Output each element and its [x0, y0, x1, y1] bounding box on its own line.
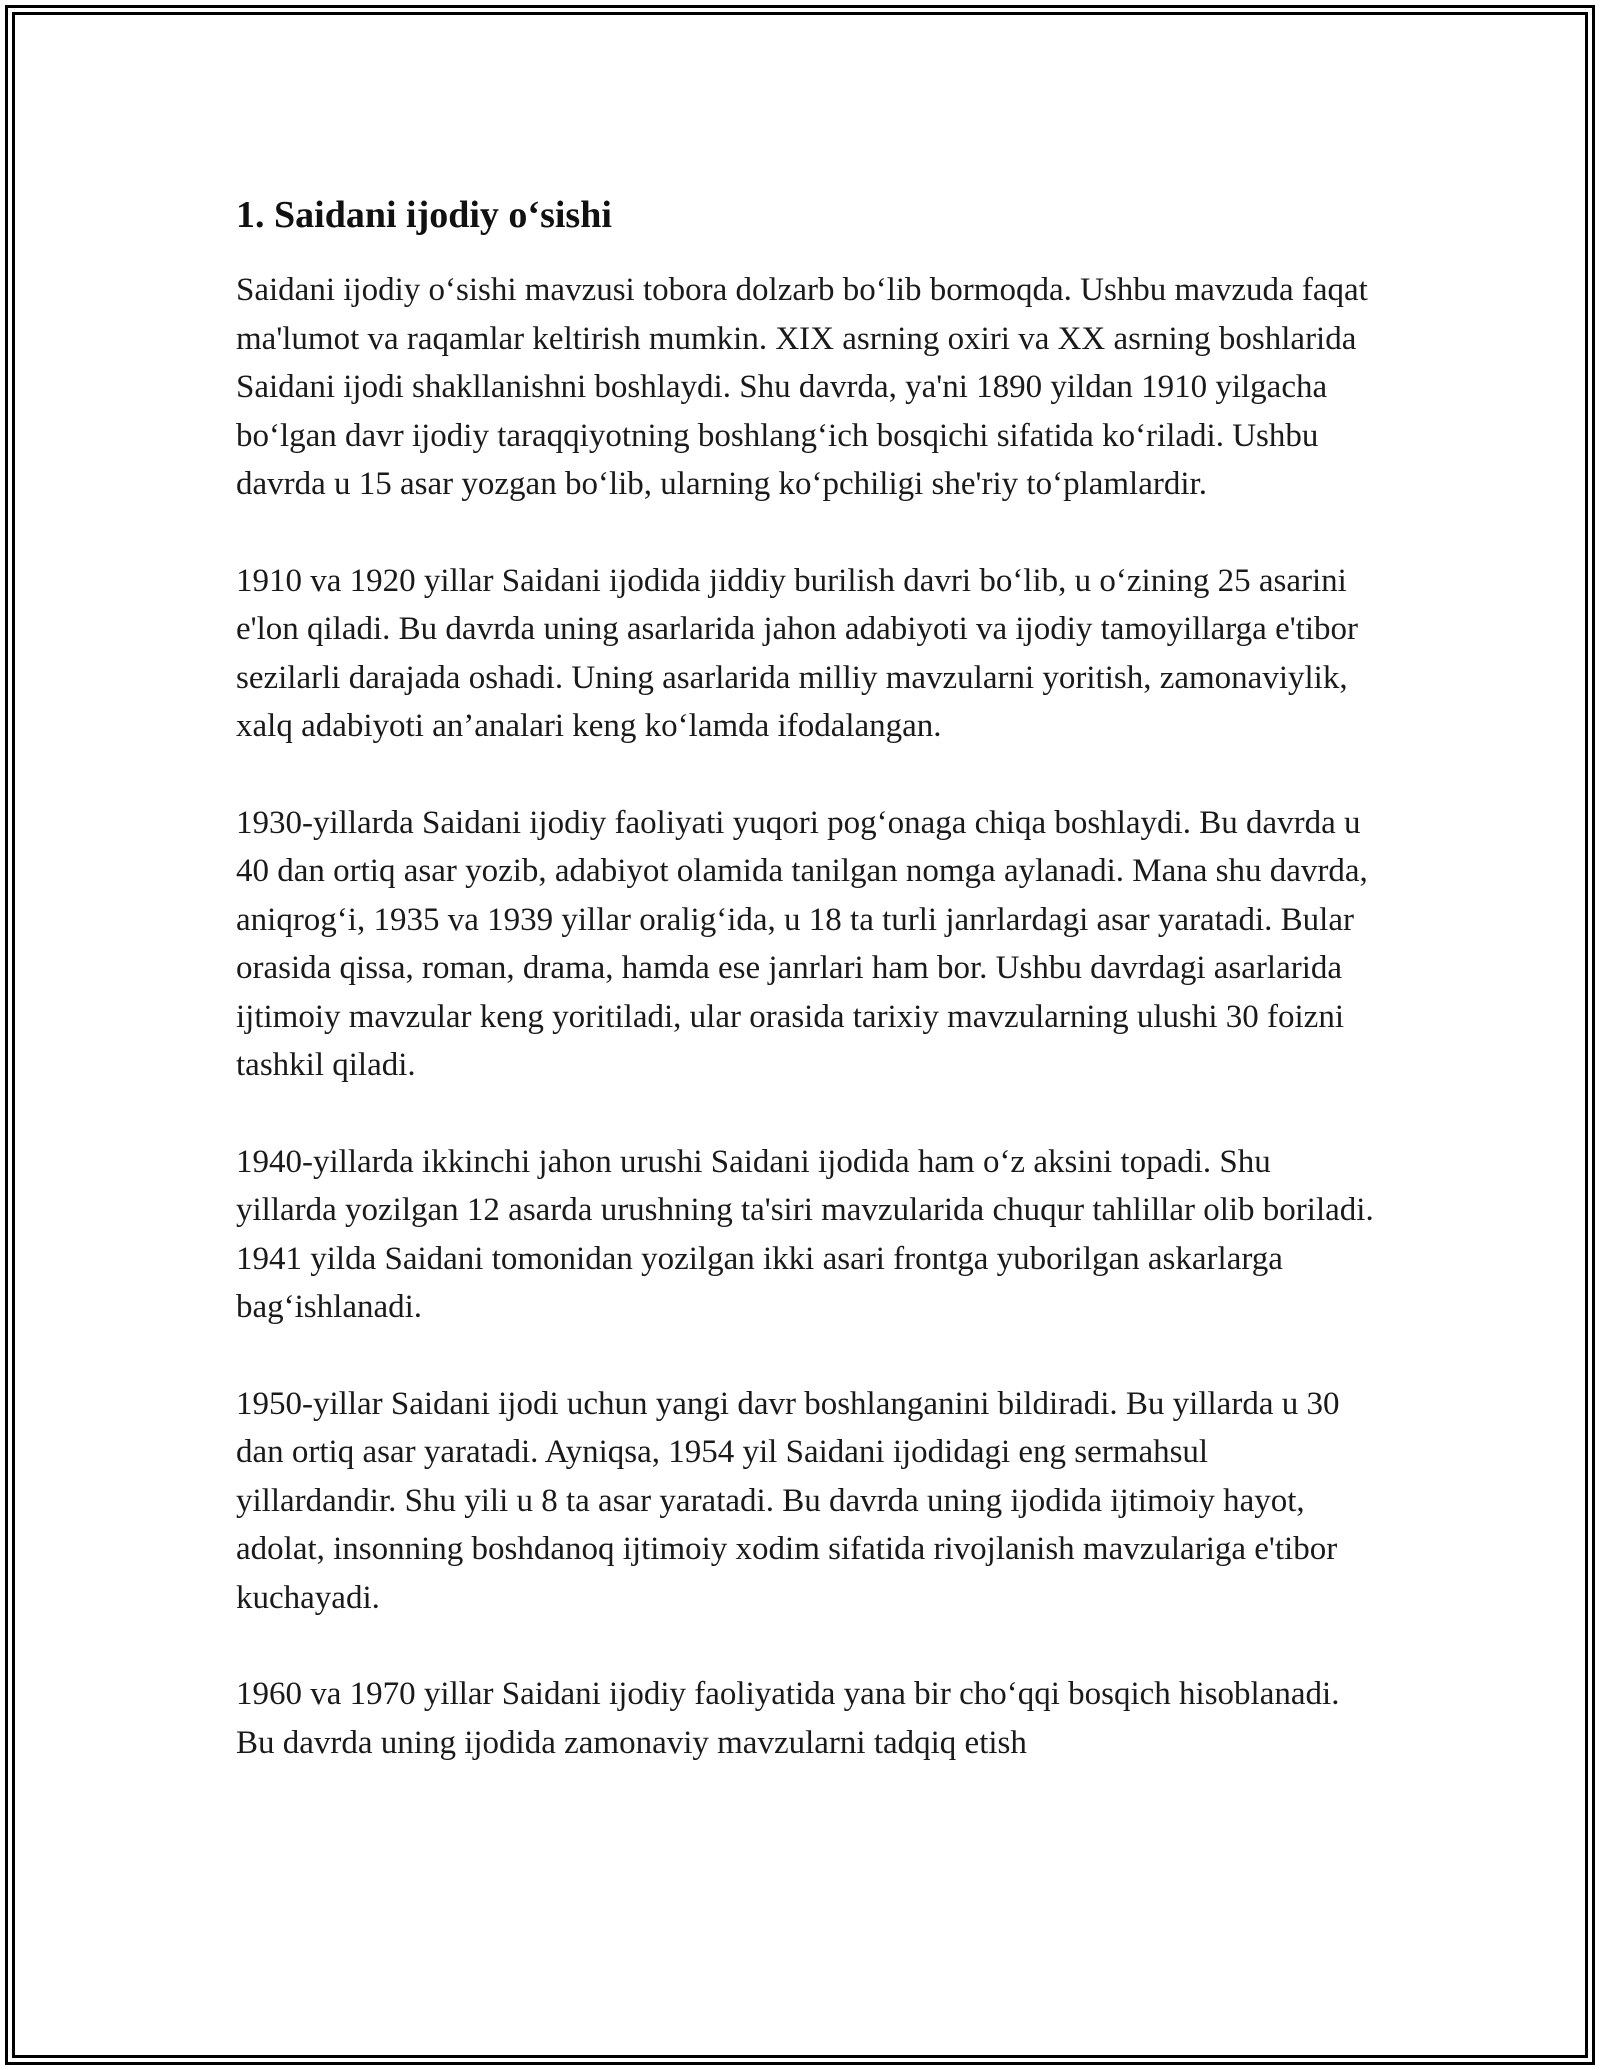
paragraph-3: 1930-yillarda Saidani ijodiy faoliyati yuqori pog‘onaga chiqa boshlaydi. Bu davrda u 40 dan ortiq asar yozib, adabiyot olamida tanilgan nomga aylanadi. Mana shu davrda, aniqrog‘i, 1935 va 1939 yillar oralig‘ida, u 18 ta turli janrlardagi asar yaratadi. Bular orasida qissa, roman, drama, hamda ese janrlari ham bor. Ushbu davrdagi asarlarida ijtimoiy mavzular keng yoritiladi, ular orasida tarixiy mavzularning ulushi 30 foizni tashkil qiladi.	[236, 804, 1368, 1083]
section-title: 1. Saidani ijodiy o‘sishi	[236, 194, 612, 236]
paragraph-1: Saidani ijodiy o‘sishi mavzusi tobora dolzarb bo‘lib bormoqda. Ushbu mavzuda faqat ma'lumot va raqamlar keltirish mumkin. XIX asrning oxiri va XX asrning boshlarida Saidani ijodi shakllanishni boshlaydi. Shu davrda, ya'ni 1890 yildan 1910 yilgacha bo‘lgan davr ijodiy taraqqiyotning boshlang‘ich bosqichi sifatida ko‘riladi. Ushbu davrda u 15 asar yozgan bo‘lib, ularning ko‘pchiligi she'riy to‘plamlardir.	[236, 272, 1368, 502]
document-body	[236, 186, 1376, 1815]
paragraph-6: 1960 va 1970 yillar Saidani ijodiy faoliyatida yana bir cho‘qqi bosqich hisoblanadi. Bu davrda uning ijodida zamonaviy mavzularni tadqiq etish	[236, 1676, 1340, 1761]
paragraph-5: 1950-yillar Saidani ijodi uchun yangi davr boshlanganini bildiradi. Bu yillarda u 30 dan ortiq asar yaratadi. Ayniqsa, 1954 yil Saidani ijodidagi eng sermahsul yillardandir. Shu yili u 8 ta asar yaratadi. Bu davrda uning ijodida ijtimoiy hayot, adolat, insonning boshdanoq ijtimoiy xodim sifatida rivojlanish mavzulariga e'tibor kuchayadi.	[236, 1385, 1340, 1616]
paragraph-4: 1940-yillarda ikkinchi jahon urushi Saidani ijodida ham o‘z aksini topadi. Shu yillarda yozilgan 12 asarda urushning ta'siri mavzularida chuqur tahlillar olib boriladi. 1941 yilda Saidani tomonidan yozilgan ikki asari frontga yuborilgan askarlarga bag‘ishlanadi.	[236, 1143, 1374, 1325]
paragraph-2: 1910 va 1920 yillar Saidani ijodida jiddiy burilish davri bo‘lib, u o‘zining 25 asarini e'lon qiladi. Bu davrda uning asarlarida jahon adabiyoti va ijodiy tamoyillarga e'tibor sezilarli darajada oshadi. Uning asarlarida milliy mavzularni yoritish, zamonaviylik, xalq adabiyoti an’analari keng ko‘lamda ifodalangan.	[236, 562, 1358, 744]
